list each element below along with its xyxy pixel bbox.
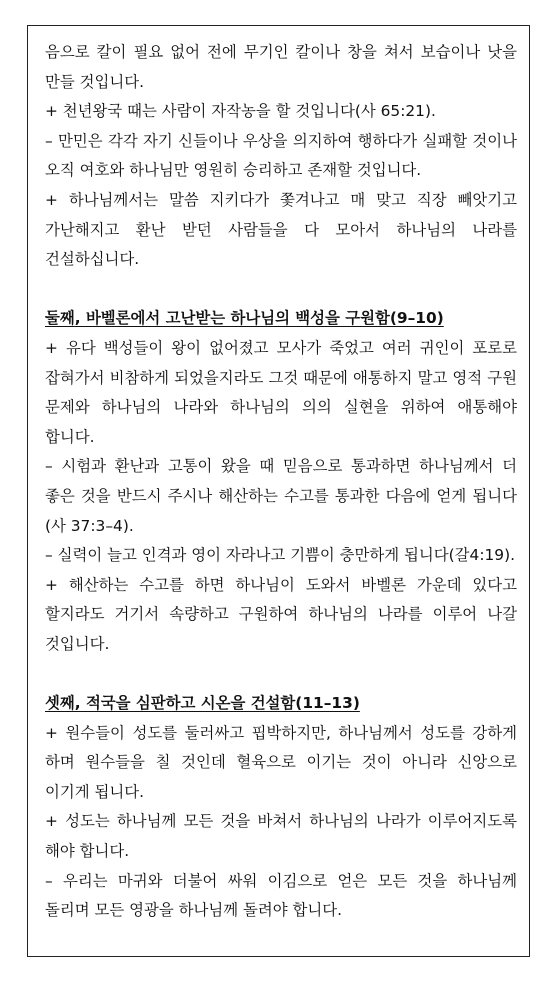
paragraph-nations-idols: – 만민은 각각 자기 신들이나 우상을 의지하여 행하다가 실패할 것이나 오직 여호와 하나님만 영원히 승리하고 존재할 것입니다. [45,131,517,180]
paragraph-enemies-faith: + 원수들이 성도를 둘러싸고 핍박하지만, 하나님께서 성도를 강하게 하며 원수들을 칠 것인데 혈육으로 이기는 것이 아니라 신앙으로 이기게 됩니다. [45,723,517,801]
paragraph-god-builds-kingdom: + 하나님께서는 말씀 지키다가 쫓겨나고 매 맞고 직장 빼앗기고 가난해지고 환난 받던 사람들을 다 모아서 하나님의 나라를 건설하십니다. [45,190,517,269]
paragraph-redemption-babylon: + 해산하는 수고를 하면 하나님이 도와서 바벨론 가운데 있다고 할지라도 거기서 속량하고 구원하여 하나님의 나라를 이루어 나갈 것입니다. [45,575,517,653]
document-body [45,38,517,926]
paragraph-glory-to-god: – 우리는 마귀와 더불어 싸워 이김으로 얻은 모든 것을 하나님께 돌리며 모든 영광을 하나님께 돌려야 합니다. [45,871,517,920]
paragraph-growth-joy: – 실력이 늘고 인격과 영이 자라나고 기쁨이 충만하게 됩니다(갈4:19). [45,546,515,565]
paragraph-trials-labor: – 시험과 환난과 고통이 왔을 때 믿음으로 통과하면 하나님께서 더 좋은 것을 반드시 주시나 해산하는 수고를 통과한 다음에 얻게 됩니다(사 37:3–4). [45,457,517,535]
document-frame [27,25,530,957]
section-spacer [45,659,517,689]
paragraph-judah-mourning: + 유다 백성들이 왕이 없어졌고 모사가 죽었고 여러 귀인이 포로로 잡혀가서 비참하게 되었을지라도 그것 때문에 애통하지 말고 영적 구원 문제와 하나님의 나라와 하나님의 의의 실현을 위하여 애통해야 합니다. [45,338,517,446]
section-spacer [45,275,517,305]
paragraph-millennium-farming: + 천년왕국 때는 사람이 자작농을 할 것입니다(사 65:21). [45,102,436,121]
section-heading-third: 셋째, 적국을 심판하고 시온을 건설함(11–13) [45,694,360,713]
paragraph-intro-continued: 음으로 칼이 필요 없어 전에 무기인 칼이나 창을 쳐서 보습이나 낫을 만들 것입니다. [45,43,517,91]
paragraph-offer-everything: + 성도는 하나님께 모든 것을 바쳐서 하나님의 나라가 이루어지도록 해야 합니다. [45,812,517,861]
section-heading-second: 둘째, 바벨론에서 고난받는 하나님의 백성을 구원함(9–10) [45,309,444,328]
